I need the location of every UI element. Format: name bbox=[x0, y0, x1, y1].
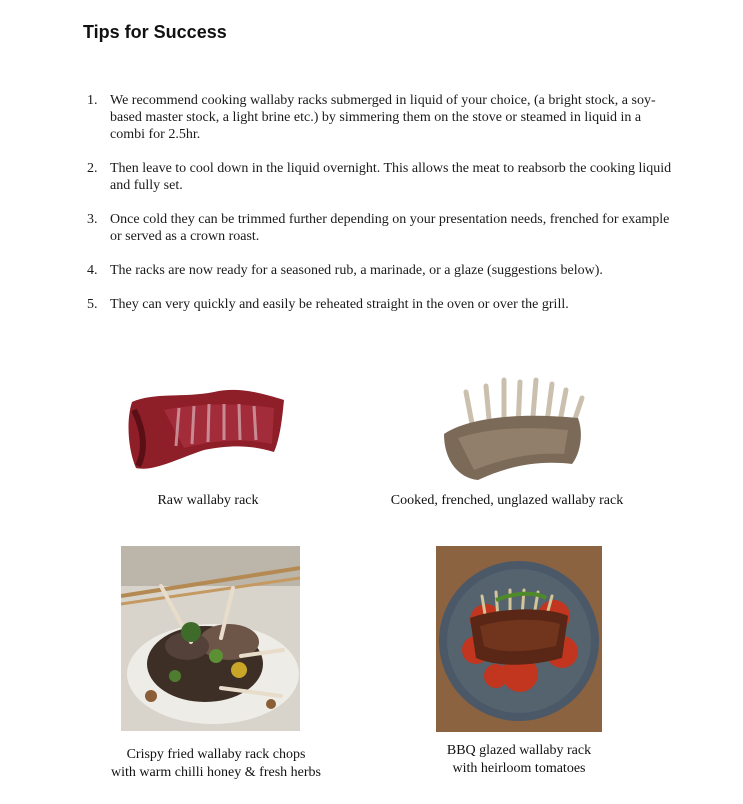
tip-number: 5. bbox=[87, 297, 98, 312]
tip-item bbox=[84, 211, 674, 245]
fried-chops-caption-line2: with warm chilli honey & fresh herbs bbox=[111, 765, 321, 780]
tip-number: 3. bbox=[87, 212, 98, 227]
page-title: Tips for Success bbox=[83, 22, 227, 42]
tip-number: 1. bbox=[87, 93, 98, 108]
raw-rack-image bbox=[124, 380, 288, 476]
tips-list bbox=[84, 92, 674, 330]
tip-item bbox=[84, 160, 674, 194]
tip-text: Once cold they can be trimmed further depending on your presentation needs, frenched for example or served as a crown roast. bbox=[110, 212, 670, 244]
tip-text: They can very quickly and easily be reheated straight in the oven or over the grill. bbox=[110, 297, 569, 312]
bbq-rack-caption-line2: with heirloom tomatoes bbox=[452, 761, 586, 776]
tip-item bbox=[84, 296, 674, 313]
cooked-rack-caption: Cooked, frenched, unglazed wallaby rack bbox=[390, 493, 624, 508]
tip-text: Then leave to cool down in the liquid overnight. This allows the meat to reabsorb the cooking liquid and fully set. bbox=[110, 161, 672, 193]
fried-chops-caption-line1: Crispy fried wallaby rack chops bbox=[126, 747, 306, 762]
tip-number: 2. bbox=[87, 161, 98, 176]
raw-rack-caption: Raw wallaby rack bbox=[157, 493, 259, 508]
fried-chops-caption bbox=[96, 746, 336, 782]
tip-item bbox=[84, 92, 674, 143]
tip-text: We recommend cooking wallaby racks submerged in liquid of your choice, (a bright stock, a soy-based master stock, a light brine etc.) by simmering them on the stove or steamed in liquid in a combi for 2.5hr. bbox=[110, 93, 656, 142]
bbq-rack-photo bbox=[436, 546, 602, 732]
bbq-rack-caption-line1: BBQ glazed wallaby rack bbox=[446, 743, 592, 758]
cooked-rack-image bbox=[438, 374, 594, 484]
fried-chops-photo bbox=[121, 546, 300, 731]
tip-item bbox=[84, 262, 674, 279]
tip-text: The racks are now ready for a seasoned rub, a marinade, or a glaze (suggestions below). bbox=[110, 263, 603, 278]
bbq-rack-caption bbox=[424, 742, 614, 778]
tip-number: 4. bbox=[87, 263, 98, 278]
